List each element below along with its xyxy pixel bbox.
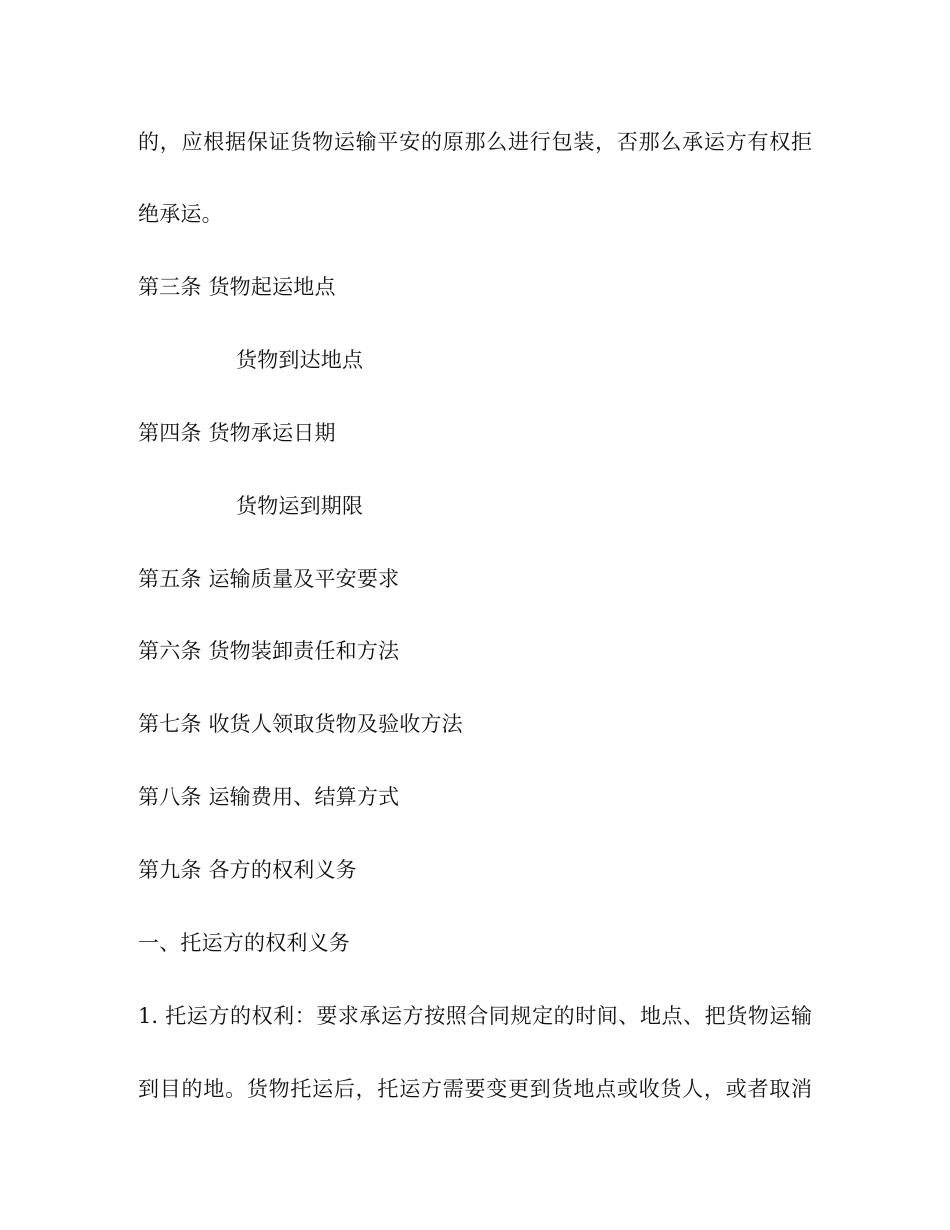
article-4-heading: 第四条 货物承运日期 (138, 421, 336, 445)
clause-1-line-1: 1. 托运方的权利：要求承运方按照合同规定的时间、地点、把货物运输 (138, 1004, 812, 1028)
article-7-heading: 第七条 收货人领取货物及验收方法 (138, 712, 463, 736)
article-6-heading: 第六条 货物装卸责任和方法 (138, 639, 400, 663)
article-9-heading: 第九条 各方的权利义务 (138, 858, 357, 882)
paragraph-line-1: 的，应根据保证货物运输平安的原那么进行包装，否那么承运方有权拒 (138, 130, 812, 154)
clause-1-line-2: 到目的地。货物托运后，托运方需要变更到货地点或收货人，或者取消 (138, 1077, 812, 1101)
article-3-heading: 第三条 货物起运地点 (138, 275, 336, 299)
article-8-heading: 第八条 运输费用、结算方式 (138, 785, 400, 809)
article-4-subitem: 货物运到期限 (236, 494, 364, 518)
article-3-subitem: 货物到达地点 (236, 348, 364, 372)
article-5-heading: 第五条 运输质量及平安要求 (138, 567, 400, 591)
section-1-heading: 一、托运方的权利义务 (138, 931, 350, 955)
paragraph-line-2: 绝承运。 (138, 202, 223, 226)
